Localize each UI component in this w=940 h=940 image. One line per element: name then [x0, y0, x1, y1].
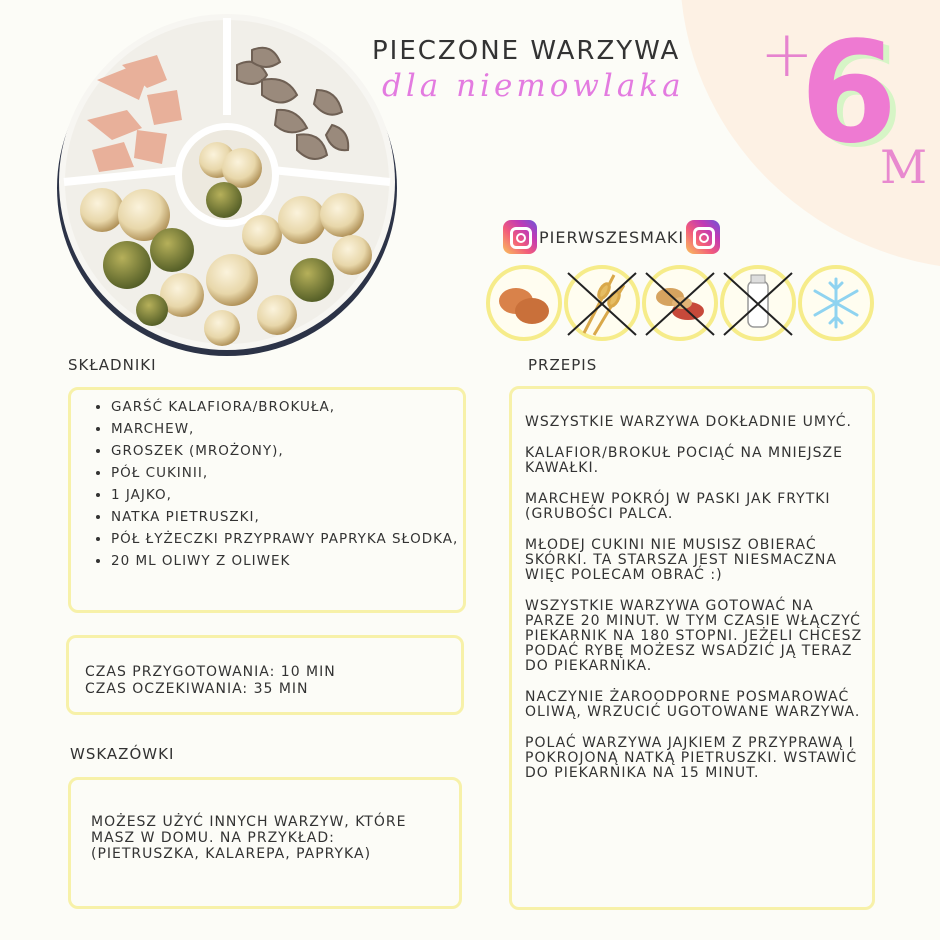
instagram-handle: PIERWSZESMAKI	[539, 227, 685, 247]
recipe-step: NACZYNIE ŻAROODPORNE POSMAROWAĆ OLIWĄ, WRZUCIĆ UGOTOWANE WARZYWA.	[525, 689, 861, 720]
recipe-step: POLAĆ WARZYWA JAJKIEM Z PRZYPRAWĄ I POKROJONĄ NATKĄ PIETRUSZKI. WSTAWIĆ DO PIEKARNIKA NA 15 MINUT.	[525, 735, 858, 781]
page-subtitle: dla niemowlaka	[382, 68, 685, 104]
snowflake-icon	[800, 267, 872, 339]
list-item: • 1 JAJKO,	[111, 484, 463, 506]
list-item: • GARŚĆ KALAFIORA/BROKUŁA,	[111, 396, 463, 418]
list-item: • PÓŁ CUKINII,	[111, 462, 463, 484]
instagram-handle-row[interactable]	[503, 219, 720, 255]
instagram-icon	[503, 220, 537, 254]
ingredients-label: SKŁADNIKI	[68, 356, 157, 374]
tips-text: MOŻESZ UŻYĆ INNYCH WARZYW, KTÓRE MASZ W DOMU. NA PRZYKŁAD: (PIETRUSZKA, KALAREPA, PAPRYKA)	[91, 814, 407, 862]
list-item: • PÓŁ ŁYŻECZKI PRZYPRAWY PAPRYKA SŁODKA,	[111, 528, 463, 550]
recipe-step: KALAFIOR/BROKUŁ POCIĄĆ NA MNIEJSZE KAWAŁKI.	[525, 445, 843, 476]
list-item: • 20 ML OLIWY Z OLIWEK	[111, 550, 463, 572]
list-item: • MARCHEW,	[111, 418, 463, 440]
eggs-icon	[488, 267, 560, 339]
peanuts-icon	[644, 267, 716, 339]
prep-time: CZAS PRZYGOTOWANIA: 10 MIN	[85, 664, 336, 680]
milk-bottle-icon	[722, 267, 794, 339]
page-title: PIECZONE WARZYWA	[372, 36, 681, 66]
list-item: • NATKA PIETRUSZKI,	[111, 506, 463, 528]
ingredients-list	[71, 390, 463, 572]
list-item: • GROSZEK (MROŻONY),	[111, 440, 463, 462]
times-box	[66, 635, 464, 715]
recipe-box	[509, 386, 875, 910]
tips-box	[68, 777, 462, 909]
recipe-step: WSZYSTKIE WARZYWA DOKŁADNIE UMYĆ.	[525, 414, 852, 430]
tips-label: WSKAZÓWKI	[70, 745, 175, 763]
allergen-icons	[484, 263, 874, 343]
wheat-icon	[566, 267, 638, 339]
recipe-step: MARCHEW POKRÓJ W PASKI JAK FRYTKI (GRUBOŚCI PALCA.	[525, 491, 831, 522]
recipe-step: WSZYSTKIE WARZYWA GOTOWAĆ NA PARZE 20 MINUT. W TYM CZASIE WŁĄCZYĆ PIEKARNIK NA 180 STOPNI. JEŻELI CHCESZ PODAĆ RYBĘ MOŻESZ WSADZIĆ JĄ TERAZ DO PIEKARNIKA.	[525, 598, 863, 674]
age-unit: M	[880, 140, 928, 194]
ingredients-box	[68, 387, 466, 613]
age-plus-sign: +	[760, 18, 814, 92]
wait-time: CZAS OCZEKIWANIA: 35 MIN	[85, 681, 309, 697]
recipe-label: PRZEPIS	[528, 356, 598, 374]
recipe-step: MŁODEJ CUKINI NIE MUSISZ OBIERAĆ SKÓRKI. TA STARSZA JEST NIESMACZNA WIĘC POLECAM OBRAĆ :)	[525, 537, 837, 583]
age-number: 6	[800, 12, 898, 175]
food-plate-photo	[52, 10, 402, 360]
instagram-icon	[686, 220, 720, 254]
